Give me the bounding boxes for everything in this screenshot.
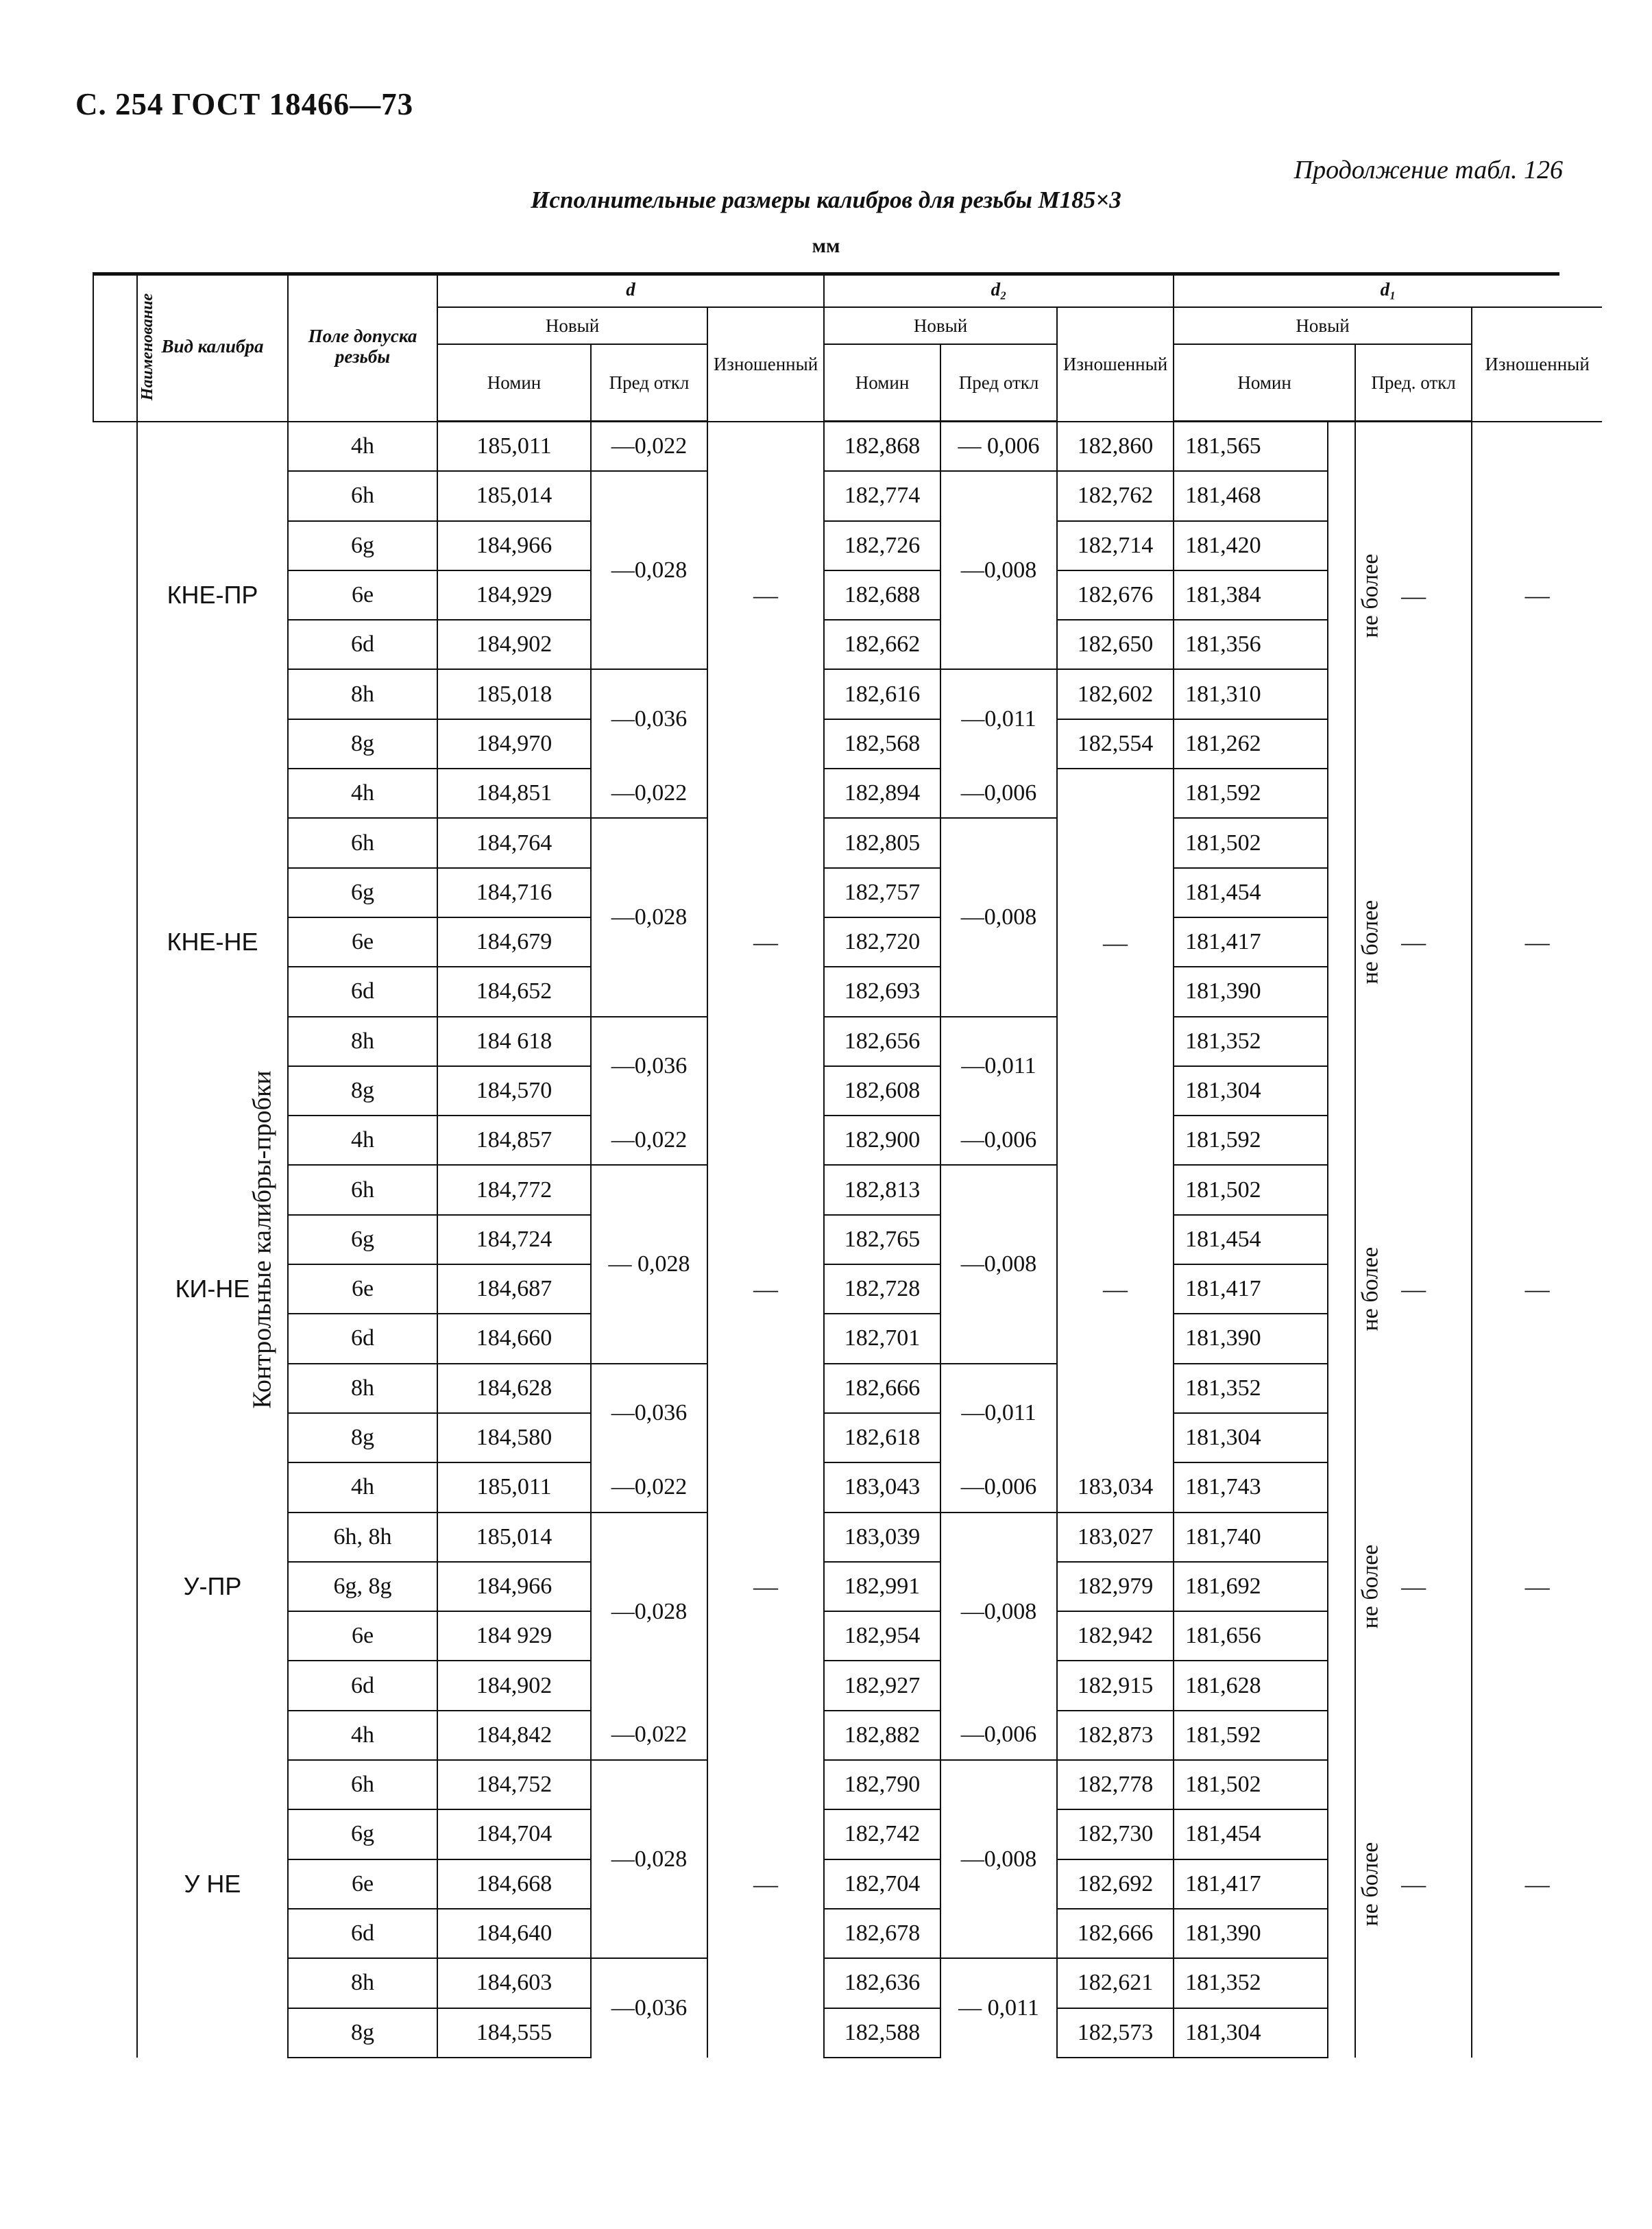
d1-nom-cell: 181,352 <box>1174 1017 1328 1066</box>
tolerance-cell: 4h <box>288 1711 437 1760</box>
d2-nom-cell: 182,616 <box>824 669 940 719</box>
header-d1-nom: Номин <box>1174 344 1355 422</box>
table-body <box>93 422 1602 2058</box>
d-dev-cell: —0,036 <box>591 669 707 769</box>
d2-worn-cell: 182,692 <box>1057 1859 1174 1909</box>
d2-nom-cell: 182,728 <box>824 1264 940 1314</box>
d-nom-cell: 184,724 <box>437 1215 591 1264</box>
header-d1: d₁ <box>1174 272 1602 307</box>
d2-nom-cell: 183,039 <box>824 1513 940 1562</box>
table-row <box>93 422 1602 472</box>
d1-nom-cell: 181,352 <box>1174 1958 1328 2008</box>
d-worn-cell: — <box>707 1462 824 1710</box>
d1-nom-cell: 181,417 <box>1174 917 1328 967</box>
d-nom-cell: 184 618 <box>437 1017 591 1066</box>
d2-dev-cell: —0,006 <box>940 1462 1057 1512</box>
d2-dev-cell: —0,008 <box>940 818 1057 1016</box>
tolerance-cell: 6d <box>288 1909 437 1958</box>
d2-worn-cell: 182,778 <box>1057 1760 1174 1809</box>
d1-nom-cell: 181,262 <box>1174 719 1328 769</box>
d-nom-cell: 184,772 <box>437 1165 591 1214</box>
d2-dev-cell: —0,011 <box>940 669 1057 769</box>
d1-nom-cell: 181,656 <box>1174 1611 1328 1661</box>
d-nom-cell: 184,970 <box>437 719 591 769</box>
d-dev-cell: —0,022 <box>591 769 707 818</box>
d2-nom-cell: 182,704 <box>824 1859 940 1909</box>
d1-nom-cell: 181,417 <box>1174 1859 1328 1909</box>
d1-dev-dash-cell: — <box>1355 422 1472 769</box>
d2-worn-cell: 182,554 <box>1057 719 1174 769</box>
d2-worn-cell: 182,873 <box>1057 1711 1174 1760</box>
d1-nom-cell: 181,417 <box>1174 1264 1328 1314</box>
d2-nom-cell: 182,688 <box>824 570 940 620</box>
d2-dev-cell: —0,006 <box>940 769 1057 818</box>
d2-nom-cell: 182,693 <box>824 967 940 1016</box>
d2-worn-cell: 182,676 <box>1057 570 1174 620</box>
d1-nom-cell: 181,304 <box>1174 2008 1328 2058</box>
header-d2-worn: Изношенный <box>1057 307 1174 422</box>
d-dev-cell: —0,022 <box>591 422 707 472</box>
d2-nom-cell: 182,927 <box>824 1661 940 1710</box>
d1-nom-cell: 181,502 <box>1174 818 1328 867</box>
d-dev-cell: —0,028 <box>591 471 707 669</box>
d2-nom-cell: 182,790 <box>824 1760 940 1809</box>
tolerance-cell: 8g <box>288 1066 437 1116</box>
tolerance-cell: 4h <box>288 1116 437 1165</box>
d2-worn-cell: 182,621 <box>1057 1958 1174 2008</box>
d2-nom-cell: 182,618 <box>824 1413 940 1462</box>
d-nom-cell: 185,018 <box>437 669 591 719</box>
tolerance-cell: 8h <box>288 1958 437 2008</box>
tolerance-cell: 6h <box>288 1165 437 1214</box>
gauge-type-cell: У-ПР <box>137 1462 288 1710</box>
tolerance-cell: 4h <box>288 422 437 472</box>
main-label: Контрольные калибры-пробки <box>247 1070 277 1409</box>
d-nom-cell: 184,628 <box>437 1364 591 1413</box>
not-more-label: не более <box>1357 900 1383 985</box>
d1-nom-cell: 181,384 <box>1174 570 1328 620</box>
header-d-new: Новый <box>437 307 707 344</box>
not-more-label: не более <box>1357 1246 1383 1332</box>
d2-nom-cell: 182,900 <box>824 1116 940 1165</box>
page-header: С. 254 ГОСТ 18466—73 <box>75 87 414 121</box>
d2-worn-cell: 182,915 <box>1057 1661 1174 1710</box>
d1-nom-cell: 181,356 <box>1174 620 1328 669</box>
d1-nom-cell: 181,420 <box>1174 521 1328 570</box>
d2-nom-cell: 182,805 <box>824 818 940 867</box>
d1-nom-cell: 181,310 <box>1174 669 1328 719</box>
d-nom-cell: 184,704 <box>437 1809 591 1859</box>
tolerance-cell: 6e <box>288 1859 437 1909</box>
table-continuation-note: Продолжение табл. 126 <box>1293 156 1563 184</box>
d-worn-cell: — <box>707 1711 824 2058</box>
d1-worn-cell: — <box>1472 422 1602 769</box>
tolerance-cell: 4h <box>288 1462 437 1512</box>
d2-worn-cell: 182,573 <box>1057 2008 1174 2058</box>
d1-dev-cell <box>1328 1116 1383 1462</box>
table-row <box>93 1116 1602 1165</box>
d-nom-cell: 184,716 <box>437 868 591 917</box>
d1-nom-cell: 181,454 <box>1174 1215 1328 1264</box>
d1-nom-cell: 181,592 <box>1174 1116 1328 1165</box>
unit-label: мм <box>812 234 840 257</box>
d2-nom-cell: 182,662 <box>824 620 940 669</box>
d1-nom-cell: 181,743 <box>1174 1462 1328 1512</box>
header-d2-nom: Номин <box>824 344 940 422</box>
d-nom-cell: 184,764 <box>437 818 591 867</box>
d2-worn-cell: 182,860 <box>1057 422 1174 472</box>
d-nom-cell: 184,857 <box>437 1116 591 1165</box>
d-dev-cell: —0,036 <box>591 1364 707 1463</box>
not-more-label: не более <box>1357 553 1383 638</box>
d-nom-cell: 184 929 <box>437 1611 591 1661</box>
d1-worn-cell: — <box>1472 1462 1602 1710</box>
d2-worn-cell: — <box>1057 769 1174 1116</box>
tolerance-cell: 6g <box>288 521 437 570</box>
d-nom-cell: 184,929 <box>437 570 591 620</box>
d2-nom-cell: 182,813 <box>824 1165 940 1214</box>
d2-nom-cell: 182,774 <box>824 471 940 520</box>
not-more-label: не более <box>1357 1842 1383 1927</box>
tolerance-cell: 6e <box>288 1611 437 1661</box>
d1-nom-cell: 181,565 <box>1174 422 1328 472</box>
d2-nom-cell: 182,720 <box>824 917 940 967</box>
d-nom-cell: 184,851 <box>437 769 591 818</box>
d2-dev-cell: —0,008 <box>940 1760 1057 1958</box>
d2-nom-cell: 182,588 <box>824 2008 940 2058</box>
table-row <box>93 1711 1602 1760</box>
d1-nom-cell: 181,502 <box>1174 1165 1328 1214</box>
d1-nom-cell: 181,352 <box>1174 1364 1328 1413</box>
tolerance-cell: 8g <box>288 1413 437 1462</box>
d-nom-cell: 184,966 <box>437 1562 591 1611</box>
d-nom-cell: 185,014 <box>437 471 591 520</box>
d-worn-cell: — <box>707 422 824 769</box>
d2-dev-cell: —0,006 <box>940 1711 1057 1760</box>
d-nom-cell: 184,603 <box>437 1958 591 2008</box>
d-nom-cell: 184,668 <box>437 1859 591 1909</box>
d2-worn-cell: 182,979 <box>1057 1562 1174 1611</box>
d2-nom-cell: 182,678 <box>824 1909 940 1958</box>
header-d1-dev: Пред. откл <box>1355 344 1472 422</box>
gauge-type-cell: КНЕ-НЕ <box>137 769 288 1116</box>
d2-nom-cell: 182,568 <box>824 719 940 769</box>
tolerance-cell: 8h <box>288 669 437 719</box>
d2-worn-cell: 182,666 <box>1057 1909 1174 1958</box>
d1-worn-cell: — <box>1472 769 1602 1116</box>
d1-dev-cell <box>1328 1462 1383 1710</box>
d2-nom-cell: 182,894 <box>824 769 940 818</box>
d2-worn-cell: — <box>1057 1116 1174 1462</box>
d-worn-cell: — <box>707 769 824 1116</box>
d2-nom-cell: 182,954 <box>824 1611 940 1661</box>
tolerance-cell: 8g <box>288 719 437 769</box>
header-d1-worn: Изношенный <box>1472 307 1602 422</box>
tolerance-cell: 4h <box>288 769 437 818</box>
d-nom-cell: 184,555 <box>437 2008 591 2058</box>
gauge-type-cell: КНЕ-ПР <box>137 422 288 769</box>
header-d2: d₂ <box>824 272 1174 307</box>
tolerance-cell: 6e <box>288 917 437 967</box>
d-dev-cell: —0,036 <box>591 1017 707 1116</box>
header-d-dev: Пред откл <box>591 344 707 422</box>
tolerance-cell: 8g <box>288 2008 437 2058</box>
d2-worn-cell: 182,942 <box>1057 1611 1174 1661</box>
d2-dev-cell: —0,011 <box>940 1364 1057 1463</box>
d2-dev-cell: —0,008 <box>940 1165 1057 1363</box>
d1-nom-cell: 181,592 <box>1174 1711 1328 1760</box>
tolerance-cell: 6d <box>288 620 437 669</box>
d1-nom-cell: 181,390 <box>1174 1909 1328 1958</box>
d1-nom-cell: 181,304 <box>1174 1066 1328 1116</box>
d2-worn-cell: 182,714 <box>1057 521 1174 570</box>
d1-dev-cell <box>1328 1711 1383 2058</box>
d2-nom-cell: 182,765 <box>824 1215 940 1264</box>
tolerance-cell: 6d <box>288 967 437 1016</box>
d1-nom-cell: 181,390 <box>1174 1314 1328 1363</box>
d2-nom-cell: 182,882 <box>824 1711 940 1760</box>
d-worn-cell: — <box>707 1116 824 1462</box>
d1-dev-dash-cell: — <box>1355 1462 1472 1710</box>
d1-nom-cell: 181,740 <box>1174 1513 1328 1562</box>
header-d-nom: Номин <box>437 344 591 422</box>
gauge-type-cell: КИ-НЕ <box>137 1116 288 1462</box>
d2-nom-cell: 182,701 <box>824 1314 940 1363</box>
d-dev-cell: —0,022 <box>591 1711 707 1760</box>
d2-dev-cell: —0,008 <box>940 1513 1057 1711</box>
tolerance-cell: 6g <box>288 868 437 917</box>
d-nom-cell: 184,570 <box>437 1066 591 1116</box>
d-dev-cell: — 0,028 <box>591 1165 707 1363</box>
table-row <box>93 1462 1602 1512</box>
d1-nom-cell: 181,454 <box>1174 1809 1328 1859</box>
d1-nom-cell: 181,692 <box>1174 1562 1328 1611</box>
header-gauge-type: Вид калибра <box>137 272 288 422</box>
header-d2-dev: Пред откл <box>940 344 1057 422</box>
d-dev-cell: —0,022 <box>591 1116 707 1165</box>
d1-dev-dash-cell: — <box>1355 1116 1472 1462</box>
d2-nom-cell: 182,757 <box>824 868 940 917</box>
d1-nom-cell: 181,468 <box>1174 471 1328 520</box>
d-dev-cell: —0,036 <box>591 1958 707 2058</box>
tolerance-cell: 8h <box>288 1364 437 1413</box>
header-d-worn: Изношенный <box>707 307 824 422</box>
d1-worn-cell: — <box>1472 1116 1602 1462</box>
not-more-label: не более <box>1357 1544 1383 1629</box>
d-nom-cell: 184,966 <box>437 521 591 570</box>
d2-nom-cell: 182,991 <box>824 1562 940 1611</box>
d2-worn-cell: 182,762 <box>1057 471 1174 520</box>
d-dev-cell: —0,028 <box>591 818 707 1016</box>
d2-dev-cell: —0,006 <box>940 1116 1057 1165</box>
header-d1-new: Новый <box>1174 307 1472 344</box>
d-nom-cell: 184,652 <box>437 967 591 1016</box>
d1-dev-dash-cell: — <box>1355 769 1472 1116</box>
d-nom-cell: 184,902 <box>437 1661 591 1710</box>
d-nom-cell: 184,580 <box>437 1413 591 1462</box>
header-name: Наименование <box>93 272 137 422</box>
d2-nom-cell: 182,742 <box>824 1809 940 1859</box>
d-nom-cell: 184,679 <box>437 917 591 967</box>
d2-dev-cell: — 0,011 <box>940 1958 1057 2058</box>
tolerance-cell: 6h <box>288 818 437 867</box>
tolerance-cell: 6e <box>288 1264 437 1314</box>
d1-nom-cell: 181,502 <box>1174 1760 1328 1809</box>
d2-worn-cell: 183,034 <box>1057 1462 1174 1512</box>
d1-dev-cell <box>1328 769 1383 1116</box>
d2-nom-cell: 182,608 <box>824 1066 940 1116</box>
d1-nom-cell: 181,592 <box>1174 769 1328 818</box>
d-nom-cell: 184,752 <box>437 1760 591 1809</box>
d1-dev-dash-cell: — <box>1355 1711 1472 2058</box>
d-nom-cell: 185,011 <box>437 422 591 472</box>
tolerance-cell: 6e <box>288 570 437 620</box>
header-d2-new: Новый <box>824 307 1057 344</box>
d-dev-cell: —0,028 <box>591 1513 707 1711</box>
table-row <box>93 769 1602 818</box>
d2-worn-cell: 182,602 <box>1057 669 1174 719</box>
d2-dev-cell: —0,011 <box>940 1017 1057 1116</box>
d1-dev-cell <box>1328 422 1383 769</box>
header-d: d <box>437 272 824 307</box>
d-dev-cell: —0,028 <box>591 1760 707 1958</box>
d1-nom-cell: 181,628 <box>1174 1661 1328 1710</box>
tolerance-cell: 6h, 8h <box>288 1513 437 1562</box>
d1-worn-cell: — <box>1472 1711 1602 2058</box>
d1-nom-cell: 181,454 <box>1174 868 1328 917</box>
tolerance-cell: 8h <box>288 1017 437 1066</box>
d-nom-cell: 184,902 <box>437 620 591 669</box>
d2-nom-cell: 182,666 <box>824 1364 940 1413</box>
d2-nom-cell: 183,043 <box>824 1462 940 1512</box>
d2-nom-cell: 182,656 <box>824 1017 940 1066</box>
d2-nom-cell: 182,636 <box>824 1958 940 2008</box>
d-dev-cell: —0,022 <box>591 1462 707 1512</box>
d2-dev-cell: —0,008 <box>940 471 1057 669</box>
d-nom-cell: 184,842 <box>437 1711 591 1760</box>
d2-nom-cell: 182,868 <box>824 422 940 472</box>
d-nom-cell: 184,640 <box>437 1909 591 1958</box>
dimensions-table <box>93 272 1590 2058</box>
tolerance-cell: 6h <box>288 1760 437 1809</box>
tolerance-cell: 6d <box>288 1661 437 1710</box>
d-nom-cell: 185,011 <box>437 1462 591 1512</box>
d2-worn-cell: 183,027 <box>1057 1513 1174 1562</box>
d1-nom-cell: 181,390 <box>1174 967 1328 1016</box>
d-nom-cell: 185,014 <box>437 1513 591 1562</box>
d-nom-cell: 184,687 <box>437 1264 591 1314</box>
d1-nom-cell: 181,304 <box>1174 1413 1328 1462</box>
table-title: Исполнительные размеры калибров для резьбы М185×3 <box>531 186 1121 213</box>
tolerance-cell: 6g, 8g <box>288 1562 437 1611</box>
d2-nom-cell: 182,726 <box>824 521 940 570</box>
tolerance-cell: 6d <box>288 1314 437 1363</box>
tolerance-cell: 6g <box>288 1215 437 1264</box>
header-tolerance: Поле допуска резьбы <box>288 272 437 422</box>
d2-dev-cell: — 0,006 <box>940 422 1057 472</box>
gauge-type-cell: У НЕ <box>137 1711 288 2058</box>
d-nom-cell: 184,660 <box>437 1314 591 1363</box>
tolerance-cell: 6g <box>288 1809 437 1859</box>
d2-worn-cell: 182,730 <box>1057 1809 1174 1859</box>
tolerance-cell: 6h <box>288 471 437 520</box>
d2-worn-cell: 182,650 <box>1057 620 1174 669</box>
